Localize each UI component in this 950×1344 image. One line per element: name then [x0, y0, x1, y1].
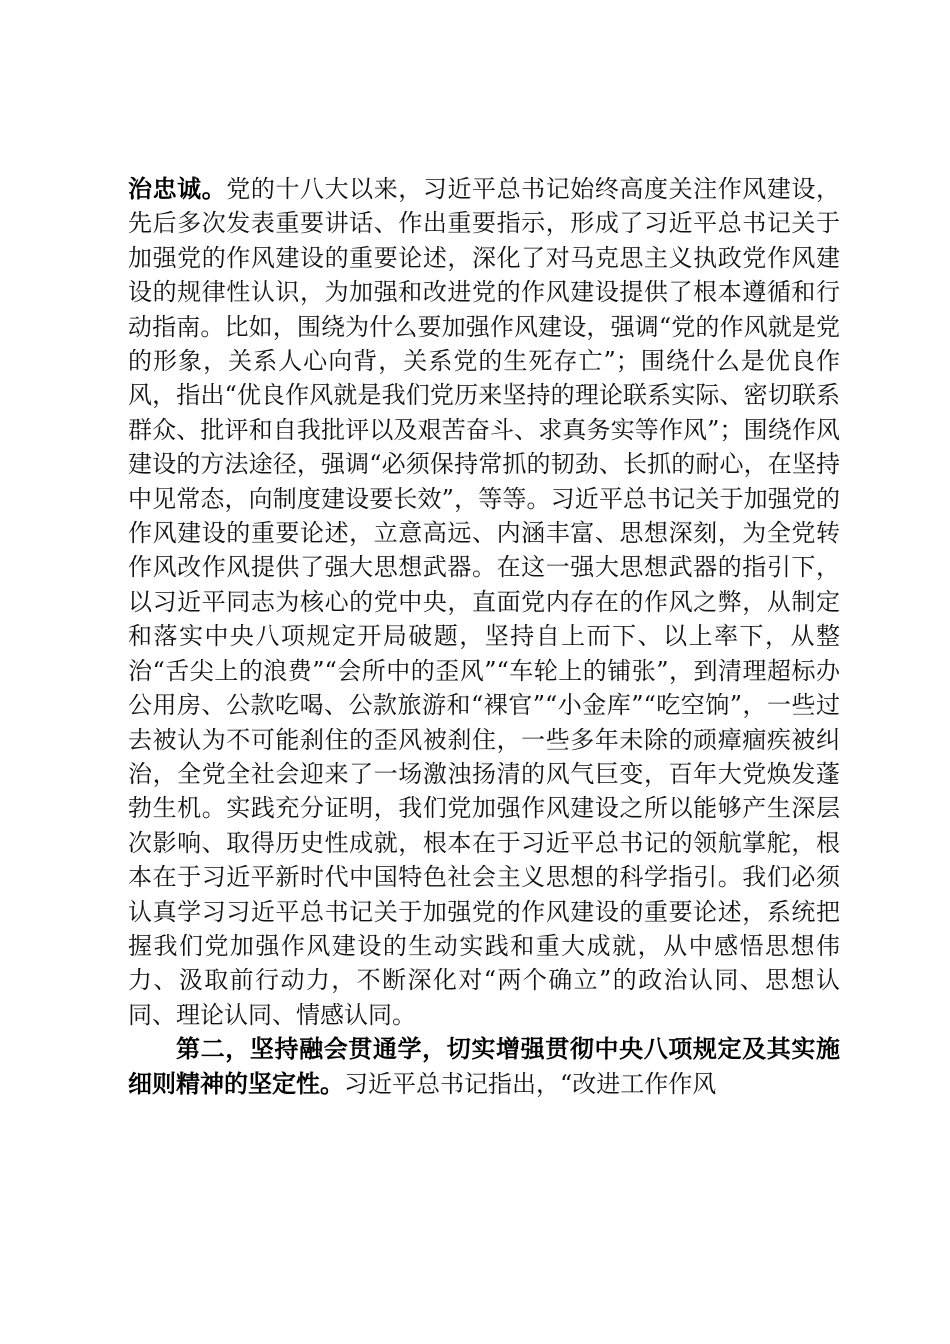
paragraph-lead-bold: 治忠诚。	[128, 175, 227, 203]
paragraph-second-point	[128, 1032, 840, 1101]
document-body	[128, 172, 840, 1101]
paragraph-text: 党的十八大以来，习近平总书记始终高度关注作风建设，先后多次发表重要讲话、作出重要指示，形成了习近平总书记关于加强党的作风建设的重要论述，深化了对马克思主义执政党作风建设的规律性认识，为加强和改进党的作风建设提供了根本遵循和行动指南。比如，围绕为什么要加强作风建设，强调“党的作风就是党的形象，关系人心向背，关系党的生死存亡”；围绕什么是优良作风，指出“优良作风就是我们党历来坚持的理论联系实际、密切联系群众、批评和自我批评以及艰苦奋斗、求真务实等作风”；围绕作风建设的方法途径，强调“必须保持常抓的韧劲、长抓的耐心，在坚持中见常态，向制度建设要长效”，等等。习近平总书记关于加强党的作风建设的重要论述，立意高远、内涵丰富、思想深刻，为全党转作风改作风提供了强大思想武器。在这一强大思想武器的指引下，以习近平同志为核心的党中央，直面党内存在的作风之弊，从制定和落实中央八项规定开局破题，坚持自上而下、以上率下，从整治“舌尖上的浪费”“会所中的歪风”“车轮上的铺张”，到清理超标办公用房、公款吃喝、公款旅游和“裸官”“小金库”“吃空饷”，一些过去被认为不可能刹住的歪风被刹住，一些多年未除的顽瘴痼疾被纠治，全党全社会迎来了一场激浊扬清的风气巨变，百年大党焕发蓬勃生机。实践充分证明，我们党加强作风建设之所以能够产生深层次影响、取得历史性成就，根本在于习近平总书记的领航掌舵，根本在于习近平新时代中国特色社会主义思想的科学指引。我们必须认真学习习近平总书记关于加强党的作风建设的重要论述，系统把握我们党加强作风建设的生动实践和重大成就，从中感悟思想伟力、汲取前行动力，不断深化对“两个确立”的政治认同、思想认同、理论认同、情感认同。	[128, 175, 841, 1029]
paragraph-heading-bold: 第二，坚持融会贯通学，切实增强贯彻中央八项规定及其实施细则精神的坚定性。	[128, 1035, 840, 1098]
paragraph-continuation	[128, 172, 840, 1032]
paragraph-text: 习近平总书记指出，“改进工作作风	[344, 1069, 717, 1098]
